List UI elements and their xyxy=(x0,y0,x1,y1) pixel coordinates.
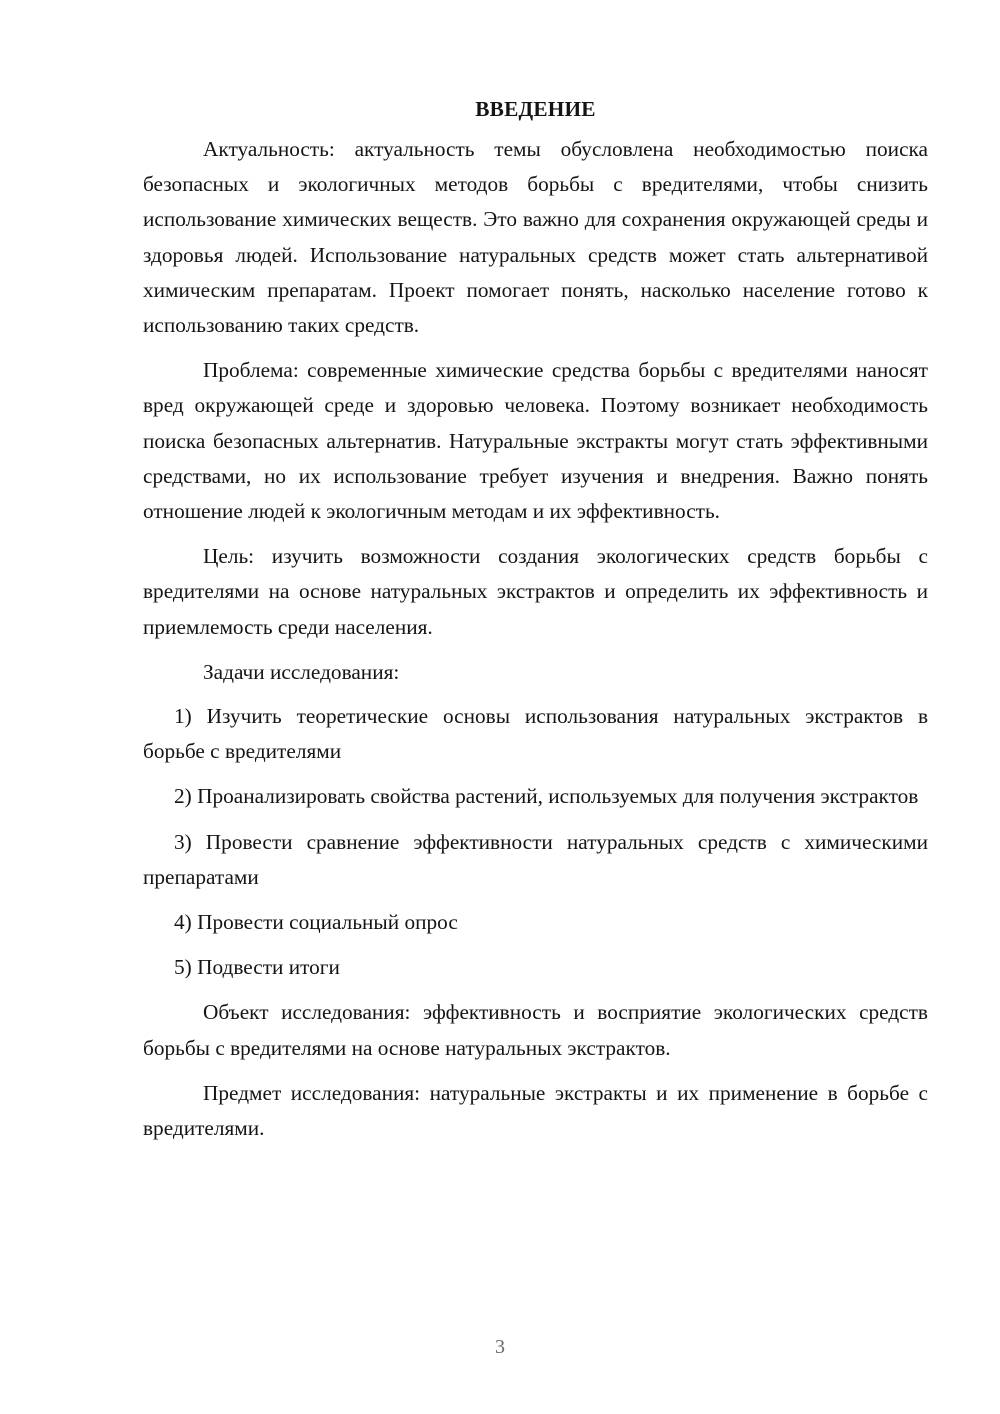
list-item-text: Проанализировать свойства растений, используемых для получения экстрактов xyxy=(197,784,919,809)
list-item xyxy=(143,699,928,769)
list-item-number: 1) xyxy=(174,704,192,729)
list-item-text: Изучить теоретические основы использования натуральных экстрактов в борьбе с вредителями xyxy=(143,704,929,764)
list-item-number: 3) xyxy=(174,829,192,854)
section-title: ВВЕДЕНИЕ xyxy=(475,97,596,121)
list-item xyxy=(143,905,928,940)
paragraph-subject: Предмет исследования: натуральные экстракты и их применение в борьбе с вредителями. xyxy=(143,1080,928,1141)
page-content xyxy=(143,92,928,1156)
tasks-heading: Задачи исследования: xyxy=(203,659,400,684)
list-item xyxy=(143,950,928,985)
list-item-number: 5) xyxy=(174,955,192,980)
page-number: 3 xyxy=(495,1336,505,1358)
list-item-text: Провести социальный опрос xyxy=(197,910,458,935)
paragraph-object: Объект исследования: эффективность и восприятие экологических средств борьбы с вредителями на основе натуральных экстрактов. xyxy=(143,1000,928,1060)
paragraph-relevance: Актуальность: актуальность темы обусловлена необходимостью поиска безопасных и экологичных методов борьбы с вредителями, чтобы снизить использование химических веществ. Это важно для сохранения окружающей среды и здоровья людей. Использование натуральных средств может стать альтернативой химическим препаратам. Проект помогает понять, насколько население готово к использованию таких средств. xyxy=(143,137,928,338)
list-item xyxy=(143,825,928,895)
paragraph-problem: Проблема: современные химические средства борьбы с вредителями наносят вред окружающей среде и здоровью человека. Поэтому возникает необходимость поиска безопасных альтернатив. Натуральные экстракты могут стать эффективными средствами, но их использование требует изучения и внедрения. Важно понять отношение людей к экологичным методам и их эффективность. xyxy=(143,358,928,524)
paragraph-goal: Цель: изучить возможности создания экологических средств борьбы с вредителями на основе натуральных экстрактов и определить их эффективность и приемлемость среди населения. xyxy=(143,544,928,639)
list-item-text: Провести сравнение эффективности натуральных средств с химическими препаратами xyxy=(143,829,928,889)
list-item-text: Подвести итоги xyxy=(197,955,340,980)
list-item xyxy=(143,779,928,814)
tasks-list xyxy=(143,699,928,985)
list-item-number: 2) xyxy=(174,784,192,809)
list-item-number: 4) xyxy=(174,910,192,935)
